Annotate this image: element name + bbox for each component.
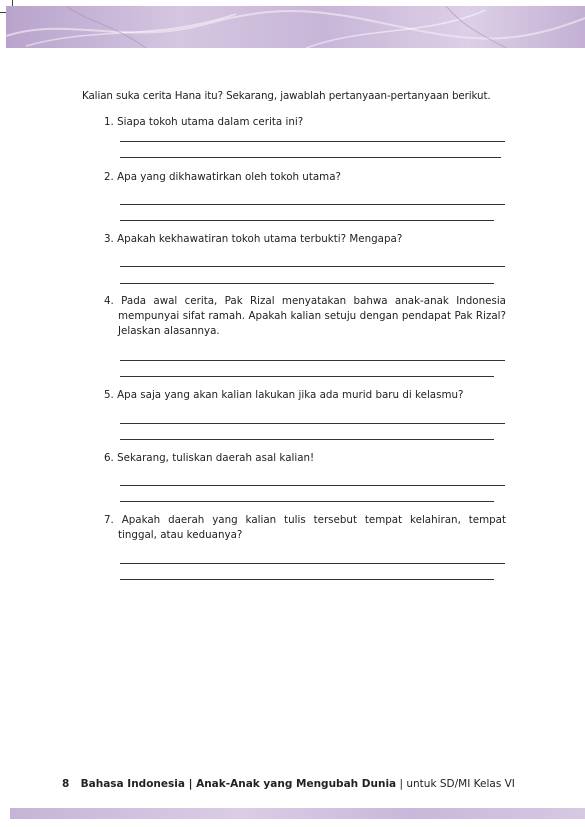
page-footer [62, 777, 515, 791]
answer-line-5b[interactable] [120, 439, 494, 440]
banner-decoration [6, 6, 585, 48]
question-2 [104, 170, 506, 185]
answer-line-6a[interactable] [120, 485, 505, 486]
question-3 [104, 232, 506, 247]
question-1 [104, 115, 506, 130]
answer-line-4a[interactable] [120, 360, 505, 361]
question-4 [104, 294, 506, 339]
question-4-text: 4. Pada awal cerita, Pak Rizal menyatakan bahwa anak-anak Indonesia mempunyai sifat ramah. Apakah kalian setuju dengan pendapat Pak Rizal? Jelaskan alasannya. [104, 295, 506, 337]
intro-text: Kalian suka cerita Hana itu? Sekarang, jawablah pertanyaan-pertanyaan berikut. [82, 90, 491, 102]
page-number: 8 [62, 778, 70, 790]
question-7-text: 7. Apakah daerah yang kalian tulis tersebut tempat kelahiran, tempat tinggal, atau keduanya? [104, 514, 506, 541]
answer-line-2b[interactable] [120, 220, 494, 221]
question-1-text: 1. Siapa tokoh utama dalam cerita ini? [104, 116, 304, 128]
question-5 [104, 388, 506, 403]
header-banner [6, 6, 585, 48]
question-6-text: 6. Sekarang, tuliskan daerah asal kalian! [104, 452, 315, 464]
question-2-text: 2. Apa yang dikhawatirkan oleh tokoh utama? [104, 171, 341, 183]
question-7 [104, 513, 506, 543]
answer-line-3a[interactable] [120, 266, 505, 267]
answer-line-1a[interactable] [120, 141, 505, 142]
question-3-text: 3. Apakah kekhawatiran tokoh utama terbukti? Mengapa? [104, 233, 403, 245]
question-5-text: 5. Apa saja yang akan kalian lakukan jika ada murid baru di kelasmu? [104, 389, 464, 401]
question-6 [104, 451, 506, 466]
answer-line-3b[interactable] [120, 283, 494, 284]
footer-banner [10, 808, 585, 819]
book-title: Bahasa Indonesia | Anak-Anak yang Mengubah Dunia [80, 778, 397, 790]
answer-line-6b[interactable] [120, 501, 494, 502]
audience-label: untuk SD/MI Kelas VI [406, 778, 515, 790]
answer-line-5a[interactable] [120, 423, 505, 424]
footer-separator: | [396, 778, 407, 790]
answer-line-4b[interactable] [120, 376, 494, 377]
answer-line-7a[interactable] [120, 563, 505, 564]
answer-line-7b[interactable] [120, 579, 494, 580]
answer-line-2a[interactable] [120, 204, 505, 205]
answer-line-1b[interactable] [120, 157, 501, 158]
